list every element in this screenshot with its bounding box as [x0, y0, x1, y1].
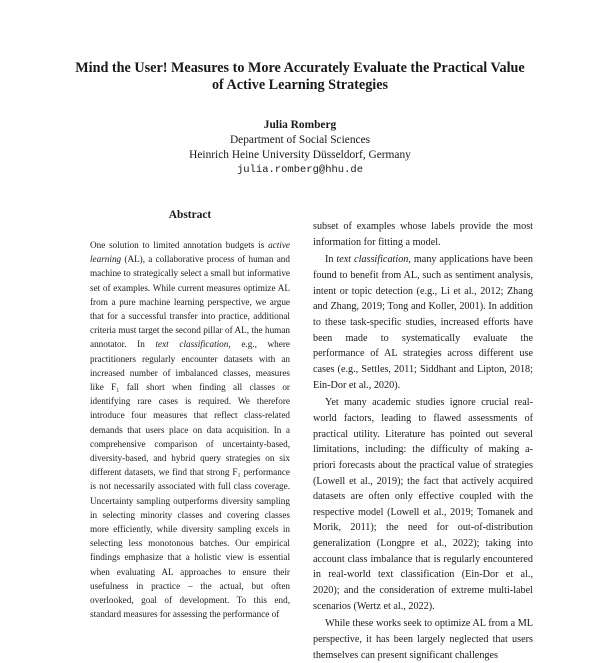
abstract-heading: Abstract [168, 209, 212, 221]
author-university: Heinrich Heine University Düsseldorf, Germany [189, 149, 411, 161]
intro-paragraph-1: subset of examples whose labels provide the most information for fitting a model. [313, 221, 533, 248]
intro-p2-italic: text classification [336, 254, 409, 266]
paper-title-line-2: of Active Learning Strategies [211, 77, 389, 93]
intro-p2-post: , many applications have been found to benefit from AL, such as sentiment analysis, intent or topic detection (e.g., Li et al., 2012; Zhang and Zhang, 2019; Tong and Koller, 2001). In addition to these task-specific studies, increased efforts have been made to systematically evaluate the performance of AL strategies across different use cases (e.g., Settles, 2011; Siddhant and Lipton, 2018; Ein-Dor et al., 2020). [313, 254, 533, 391]
abstract-text-3: , e.g., where practitioners regularly encounter datasets with an increased number of imbalanced classes, measures like F₁ fall short when finding all classes or identifying rare cases is required. We therefore introduce four measures that reflect class-related demands that users place on data acquisition. In a comprehensive comparison of uncertainty-based, diversity-based, and hybrid query strategies on six different datasets, we find that strong F₁ performance is not necessarily associated with full class coverage. Uncertainty sampling outperforms diversity sampling in selecting minority classes and covering classes more efficiently, while diversity sampling excels in selecting less monotonous batches. Our empirical findings emphasize that a holistic view is essential when evaluating AL approaches to ensure their usefulness in practice – the actual, but often overlooked, goal of development. To this end, standard measures for assessing the performance of [90, 339, 290, 620]
author-name: Julia Romberg [263, 119, 337, 131]
intro-p2-pre: In [325, 254, 337, 266]
intro-column [313, 219, 533, 663]
abstract-text-2: (AL), a collaborative process of human and machine to strategically select a small but informative set of examples. While current measures optimize AL from a pure machine learning perspective, we argue that for a successful transfer into practice, additional criteria must target the second pillar of AL, the human annotator. In [90, 254, 290, 350]
abstract-text-1: One solution to limited annotation budgets is [90, 240, 269, 250]
abstract-body [90, 238, 290, 621]
abstract-italic-active-learning: active learning [90, 240, 290, 265]
author-department: Department of Social Sciences [229, 134, 371, 146]
paper-title [50, 60, 550, 94]
intro-paragraph-4: While these works seek to optimize AL from a ML perspective, it has been largely neglected that users themselves can present significant challenges [313, 618, 533, 661]
paper-title-line-1: Mind the User! Measures to More Accurately Evaluate the Practical Value [75, 60, 525, 76]
author-block [50, 118, 550, 178]
author-email: julia.romberg@hhu.de [236, 164, 364, 176]
intro-paragraph-3: Yet many academic studies ignore crucial real-world factors, leading to flawed assessments of practical utility. Literature has pointed out several limitations, including: the difficulty of making a-priori forecasts about the practical value of strategies (Lowell et al., 2019); the fact that actively acquired datasets are often only effective coupled with the respective model (Lowell et al., 2019; Tomanek and Morik, 2011); the need for out-of-distribution generalization (Longpre et al., 2022); taking into account class imbalance that is regularly encountered in real-world text classification (Ein-Dor et al., 2020); and the consideration of extreme multi-label scenarios (Wertz et al., 2022). [313, 397, 533, 612]
abstract-italic-text-classification: text classification [155, 339, 229, 350]
intro-paragraph-2 [313, 252, 533, 393]
